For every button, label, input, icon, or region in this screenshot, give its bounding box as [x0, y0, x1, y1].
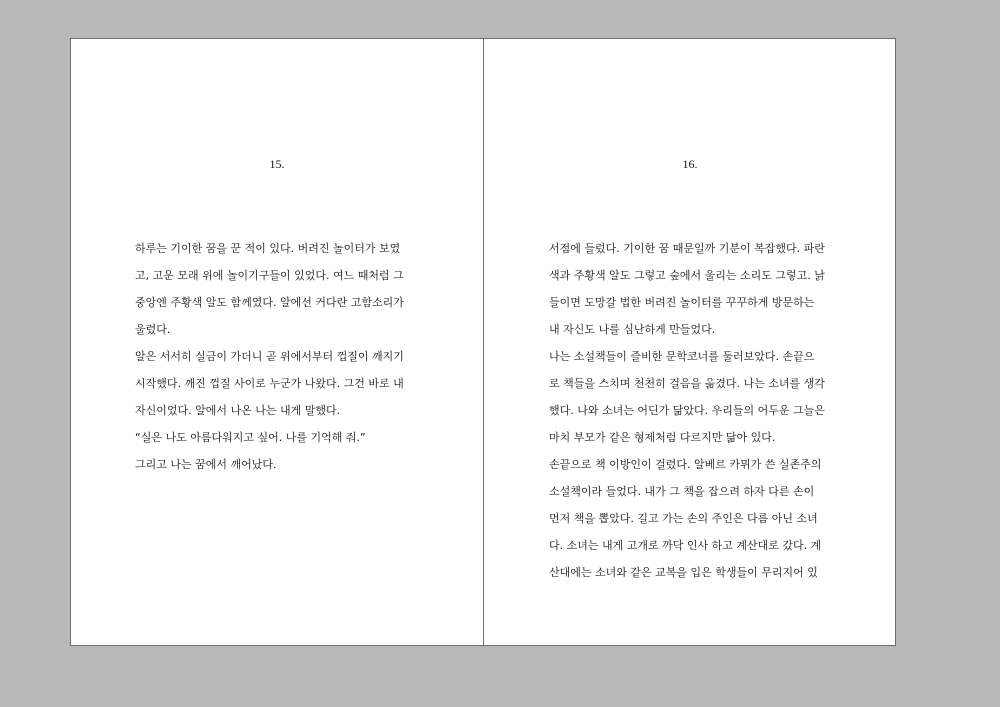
page-body-text: [135, 235, 421, 478]
text-line: 나는 소설책들이 즐비한 문학코너를 둘러보았다. 손끝으: [549, 350, 815, 363]
text-line: 하루는 기이한 꿈을 꾼 적이 있다. 버려진 놀이터가 보였: [135, 242, 401, 255]
text-line: 손끝으로 책 이방인이 걸렸다. 알베르 카뮈가 쓴 실존주의: [549, 458, 822, 471]
text-line: 중앙엔 주황색 알도 함께였다. 알에선 커다란 고함소리가: [135, 296, 404, 309]
text-line: 먼저 책을 뽑았다. 길고 가는 손의 주인은 다름 아닌 소녀: [549, 512, 818, 525]
text-line: 그리고 나는 꿈에서 깨어났다.: [135, 458, 277, 471]
text-line: 소설책이라 들었다. 내가 그 책을 잡으려 하자 다른 손이: [549, 485, 815, 498]
text-line: “실은 나도 아름다워지고 싶어. 나를 기억해 줘.”: [135, 431, 366, 444]
text-line: 고, 고운 모래 위에 놀이기구들이 있었다. 여느 때처럼 그: [135, 269, 404, 282]
page-body-text: [549, 235, 840, 586]
text-line: 로 책들을 스치며 천천히 걸음을 옮겼다. 나는 소녀를 생각: [549, 377, 825, 390]
right-page: [484, 39, 896, 645]
text-line: 울렸다.: [135, 323, 171, 336]
text-line: 했다. 나와 소녀는 어딘가 닮았다. 우리들의 어두운 그늘은: [549, 404, 825, 417]
page-number: 15.: [269, 157, 285, 171]
text-line: 다. 소녀는 내게 고개로 까닥 인사 하고 계산대로 갔다. 계: [549, 539, 822, 552]
text-line: 들이면 도망갈 법한 버려진 놀이터를 꾸꾸하게 방문하는: [549, 296, 815, 309]
text-line: 색과 주황색 알도 그렇고 숲에서 울리는 소리도 그렇고. 낡: [549, 269, 825, 282]
two-page-spread: [70, 38, 896, 646]
text-line: 알은 서서히 실금이 가더니 곧 위에서부터 껍질이 깨지기: [135, 350, 404, 363]
text-line: 내 자신도 나를 심난하게 만들었다.: [549, 323, 716, 336]
text-line: 마치 부모가 같은 형제처럼 다르지만 닮아 있다.: [549, 431, 776, 444]
page-number: 16.: [682, 157, 698, 171]
text-line: 자신이었다. 알에서 나온 나는 내게 말했다.: [135, 404, 341, 417]
text-line: 서점에 들렀다. 기이한 꿈 때문일까 기분이 복잡했다. 파란: [549, 242, 825, 255]
left-page: [71, 39, 484, 645]
text-line: 산대에는 소녀와 같은 교복을 입은 학생들이 무리지어 있: [549, 566, 818, 579]
text-line: 시작했다. 깨진 껍질 사이로 누군가 나왔다. 그건 바로 내: [135, 377, 404, 390]
